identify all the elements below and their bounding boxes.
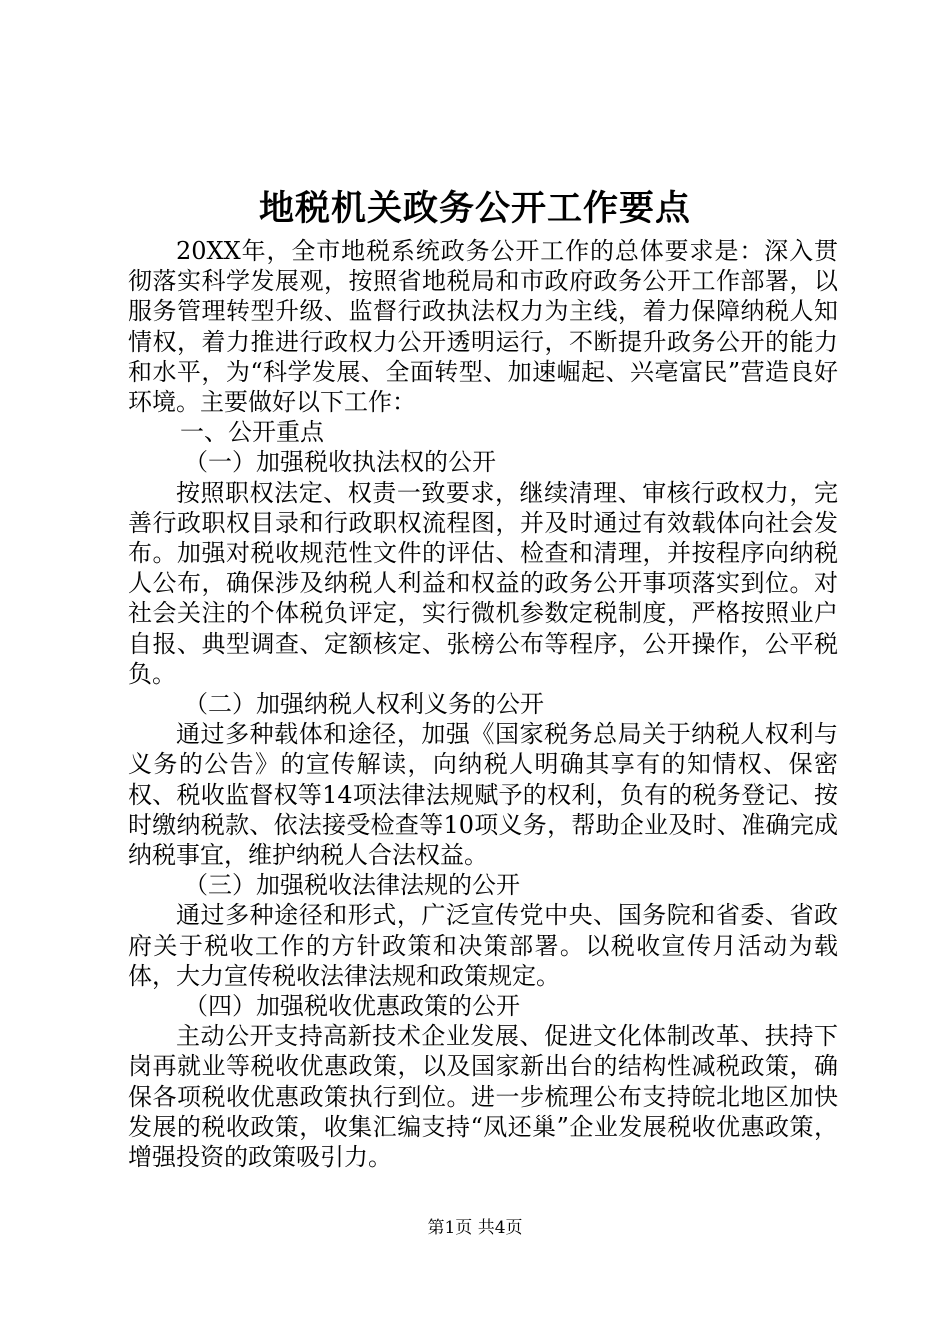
section-heading-disclosure-focus: 一、公开重点 [180, 418, 324, 447]
body-paragraph-2: 通过多种载体和途径，加强《国家税务总局关于纳税人权利与义务的公告》的宣传解读，向纳税人明确其享有的知情权、保密权、税收监督权等14项法律法规赋予的权利，负有的税务登记、按时缴纳税款、依法接受检查等10项义务，帮助企业及时、准确完成纳税事宜，维护纳税人合法权益。 [128, 720, 838, 870]
document-title: 地税机关政务公开工作要点 [258, 188, 691, 229]
page-number-footer: 第1页 共4页 [427, 1218, 523, 1238]
intro-paragraph: 20XX年，全市地税系统政务公开工作的总体要求是：深入贯彻落实科学发展观，按照省地税局和市政府政务公开工作部署，以服务管理转型升级、监督行政执法权力为主线，着力保障纳税人知情权，着力推进行政权力公开透明运行，不断提升政务公开的能力和水平，为“科学发展、全面转型、加速崛起、兴亳富民”营造良好环境。主要做好以下工作： [128, 237, 838, 417]
document-body [128, 236, 838, 1172]
body-paragraph-1: 按照职权法定、权责一致要求，继续清理、审核行政权力，完善行政职权目录和行政职权流程图，并及时通过有效载体向社会发布。加强对税收规范性文件的评估、检查和清理，并按程序向纳税人公布，确保涉及纳税人利益和权益的政务公开事项落实到位。对社会关注的个体税负评定，实行微机参数定税制度，严格按照业户自报、典型调查、定额核定、张榜公布等程序，公开操作，公平税负。 [128, 478, 838, 688]
subsection-heading-1: （一）加强税收执法权的公开 [184, 448, 496, 477]
subsection-heading-2: （二）加强纳税人权利义务的公开 [184, 690, 544, 719]
subsection-heading-3: （三）加强税收法律法规的公开 [184, 871, 520, 900]
body-paragraph-3: 通过多种途径和形式，广泛宣传党中央、国务院和省委、省政府关于税收工作的方针政策和决策部署。以税收宣传月活动为载体，大力宣传税收法律法规和政策规定。 [128, 901, 838, 990]
body-paragraph-4: 主动公开支持高新技术企业发展、促进文化体制改革、扶持下岗再就业等税收优惠政策，以及国家新出台的结构性减税政策，确保各项税收优惠政策执行到位。进一步梳理公布支持皖北地区加快发展的税收政策，收集汇编支持“凤还巢”企业发展税收优惠政策，增强投资的政策吸引力。 [128, 1022, 838, 1172]
subsection-heading-4: （四）加强税收优惠政策的公开 [184, 992, 520, 1021]
